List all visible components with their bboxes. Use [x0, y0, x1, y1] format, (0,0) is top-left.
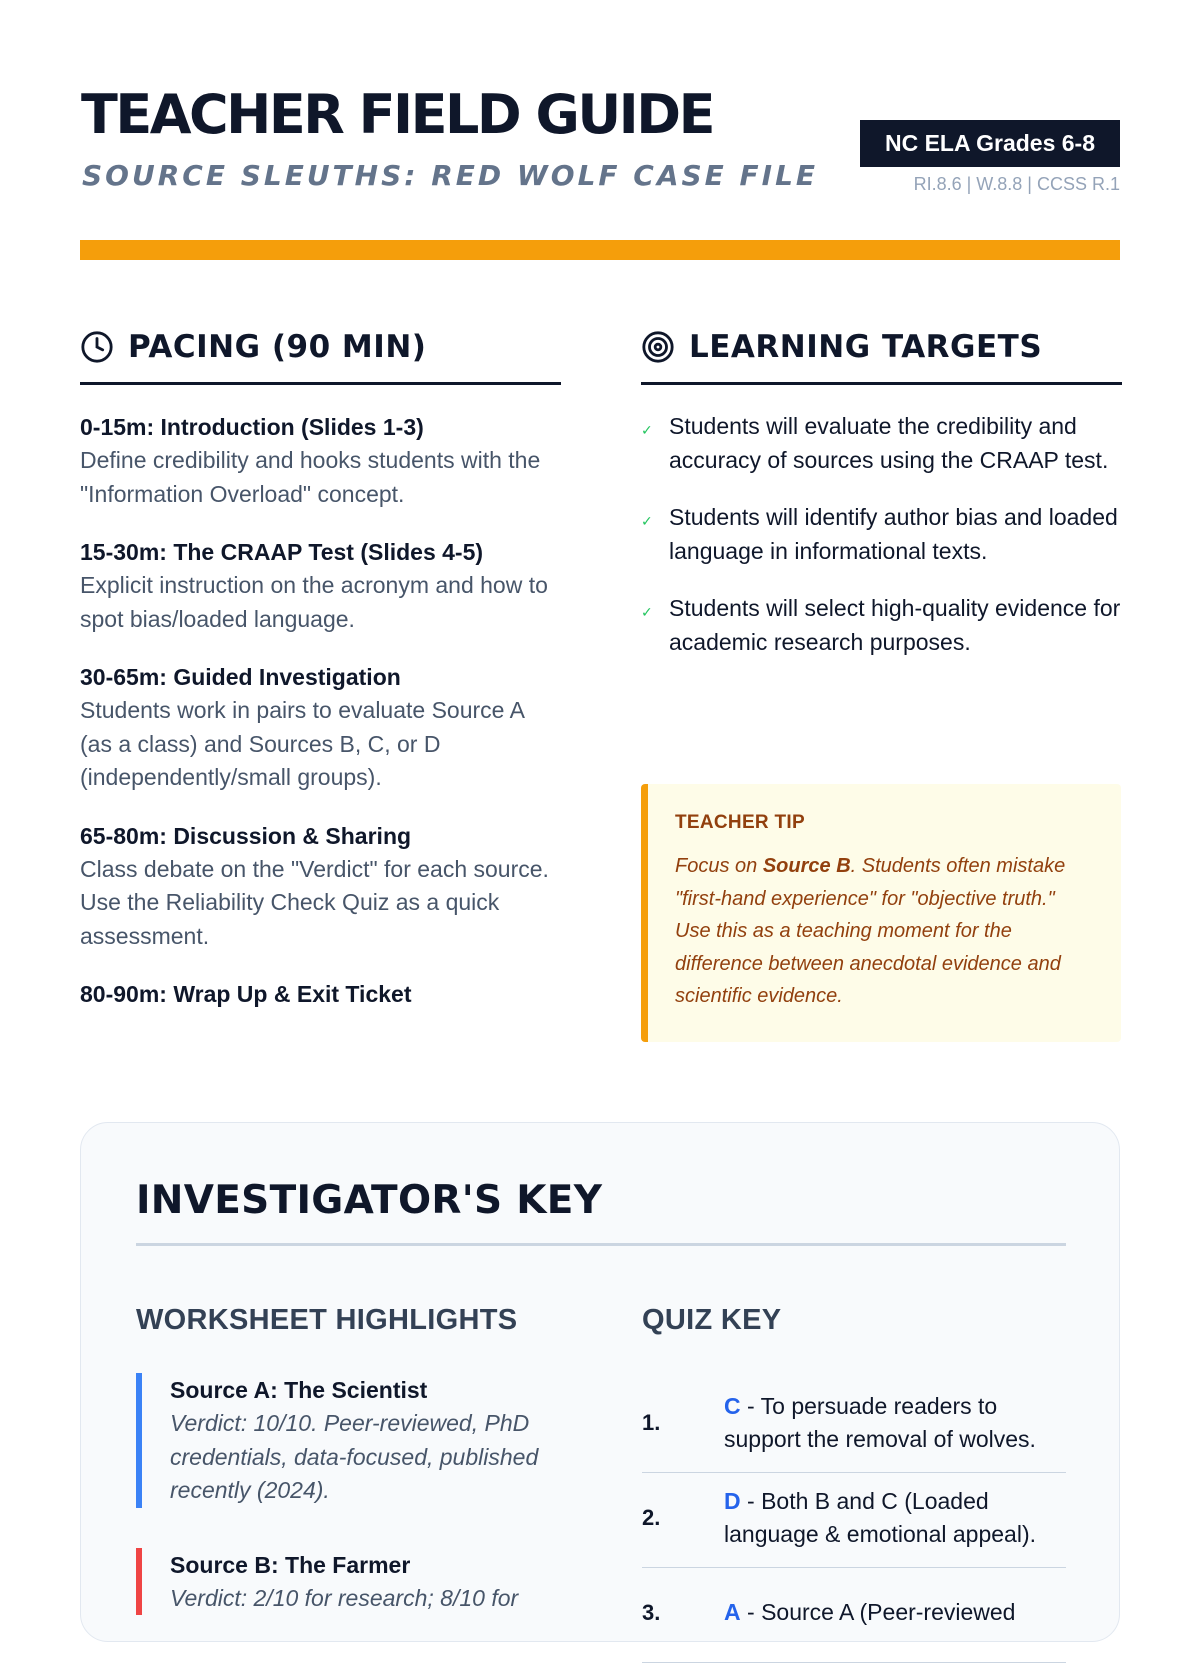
pacing-item [80, 660, 560, 795]
pacing-item-desc: Class debate on the "Verdict" for each source. Use the Reliability Check Quiz as a quick assessment. [80, 855, 549, 949]
learning-targets-list [641, 410, 1121, 683]
source-name: Source B: The Farmer [170, 1551, 411, 1578]
targets-section-header [641, 326, 1122, 385]
quiz-question-number: 3. [642, 1600, 661, 1625]
page-subtitle: SOURCE SLEUTHS: RED WOLF CASE FILE [82, 159, 819, 192]
pacing-item-desc: Define credibility and hooks students with the "Information Overload" concept. [80, 447, 541, 507]
worksheet-highlights-heading: WORKSHEET HIGHLIGHTS [136, 1304, 518, 1336]
tip-text-emphasis: Source B [762, 855, 851, 877]
quiz-key-row [642, 1473, 1066, 1568]
quiz-question-number: 1. [642, 1410, 661, 1435]
pacing-item [80, 977, 560, 1011]
tip-text-end: . Students often mistake "first-hand experience" for "objective truth." Use this as a teaching moment for the difference between anecdotal evidence and scientific evidence. [675, 855, 1066, 1007]
quiz-answer-text: - Source A (Peer-reviewed [740, 1599, 1016, 1626]
pacing-heading: PACING (90 MIN) [128, 329, 427, 365]
source-highlight [136, 1548, 556, 1616]
quiz-answer-text: - To persuade readers to support the removal of wolves. [724, 1392, 1036, 1452]
accent-divider [80, 240, 1120, 260]
pacing-item [80, 819, 560, 954]
standards-text: RI.8.6 | W.8.8 | CCSS R.1 [913, 174, 1120, 194]
targets-heading: LEARNING TARGETS [689, 329, 1043, 365]
teacher-tip-text [675, 850, 1095, 1013]
check-icon: ✓ [641, 604, 653, 620]
source-highlight [136, 1373, 556, 1508]
quiz-answer [724, 1596, 1015, 1630]
source-name: Source A: The Scientist [170, 1377, 428, 1403]
pacing-item [80, 410, 560, 511]
worksheet-highlights-list [136, 1373, 556, 1655]
pacing-item-desc: Explicit instruction on the acronym and how to spot bias/loaded language. [80, 572, 548, 632]
pacing-item-title: 0-15m: Introduction (Slides 1-3) [80, 414, 424, 440]
learning-target-text: Students will select high-quality evidence for academic research purposes. [669, 595, 1121, 655]
quiz-answer-text: - Both B and C (Loaded language & emotional appeal). [724, 1487, 1037, 1547]
quiz-question-number: 2. [642, 1505, 661, 1530]
pacing-item-title: 65-80m: Discussion & Sharing [80, 822, 412, 849]
grade-badge: NC ELA Grades 6-8 [860, 120, 1120, 167]
check-icon: ✓ [641, 513, 653, 529]
clock-icon [80, 330, 114, 364]
learning-target-text: Students will evaluate the credibility and accuracy of sources using the CRAAP test. [669, 413, 1109, 473]
quiz-key-row [642, 1378, 1066, 1473]
quiz-key-heading: QUIZ KEY [642, 1304, 782, 1336]
learning-target [641, 592, 1121, 659]
investigators-key-panel [80, 1122, 1120, 1642]
pacing-item-title: 15-30m: The CRAAP Test (Slides 4-5) [80, 539, 484, 565]
quiz-answer-letter: A [724, 1599, 741, 1626]
tip-text-start: Focus on [675, 855, 763, 877]
pacing-item-desc: Students work in pairs to evaluate Source A (as a class) and Sources B, C, or D (independently/small groups). [80, 697, 524, 790]
quiz-key-row [642, 1568, 1066, 1663]
source-verdict: Verdict: 2/10 for research; 8/10 for [170, 1584, 519, 1611]
quiz-answer [724, 1485, 1066, 1552]
quiz-answer-letter: D [724, 1487, 741, 1514]
page-title: TEACHER FIELD GUIDE [81, 83, 713, 146]
pacing-section-header [80, 326, 561, 385]
source-verdict: Verdict: 10/10. Peer-reviewed, PhD credentials, data-focused, published recently (2024). [170, 1410, 539, 1503]
learning-target [641, 410, 1121, 477]
teacher-tip-label: TEACHER TIP [675, 812, 805, 833]
key-title: INVESTIGATOR'S KEY [136, 1178, 603, 1223]
pacing-list [80, 410, 560, 1035]
quiz-answer [724, 1390, 1066, 1457]
key-divider [136, 1243, 1066, 1246]
quiz-answer-letter: C [724, 1392, 741, 1419]
teacher-tip-callout [641, 784, 1121, 1042]
pacing-item-title: 80-90m: Wrap Up & Exit Ticket [80, 981, 412, 1007]
learning-target-text: Students will identify author bias and loaded language in informational texts. [669, 504, 1118, 564]
pacing-item [80, 535, 560, 636]
check-icon: ✓ [641, 422, 653, 438]
pacing-item-title: 30-65m: Guided Investigation [80, 664, 401, 690]
learning-target [641, 501, 1121, 568]
target-icon [641, 330, 675, 364]
quiz-key-list [642, 1378, 1066, 1663]
